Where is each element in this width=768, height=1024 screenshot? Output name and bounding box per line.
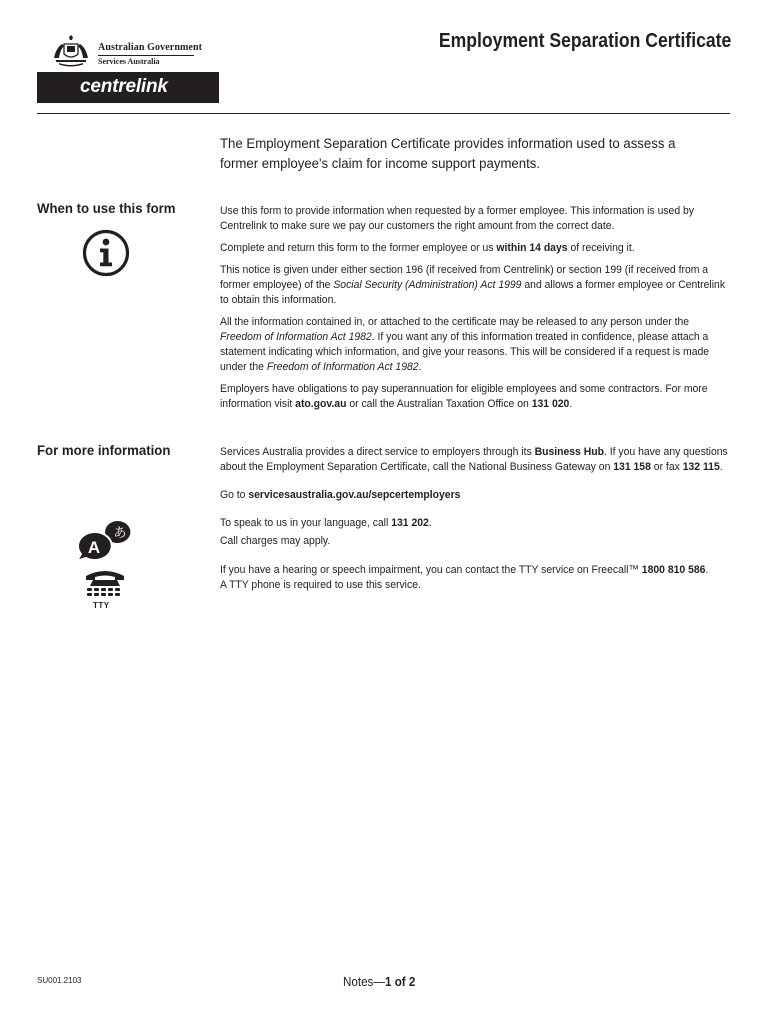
- government-divider: [98, 55, 194, 56]
- more-paragraph-6: A TTY phone is required to use this service.: [220, 579, 421, 591]
- page-number: Notes—1 of 2: [343, 975, 416, 989]
- header-divider: [37, 113, 730, 114]
- brand-logo-text: centrelink: [80, 76, 168, 97]
- intro-text: The Employment Separation Certificate provides information used to assess a former employee's claim for income support payments.: [220, 136, 676, 172]
- more-paragraph-5: If you have a hearing or speech impairment, you can contact the TTY service on Freecall™ 1800 810 586.: [220, 564, 709, 576]
- more-info-heading: For more information: [37, 443, 171, 459]
- ato-link[interactable]: ato.gov.au: [295, 398, 347, 410]
- tty-phone-icon: [82, 568, 128, 602]
- coat-of-arms-icon: [50, 34, 92, 68]
- when-paragraph-3: This notice is given under either section 196 (if received from Centrelink) or section 199 (if received from a former employee) of the Social Security (Administration) Act 1999 and allows a former employee or Centrelink to obtain this information.: [220, 264, 726, 306]
- more-paragraph-4: Call charges may apply.: [220, 535, 331, 547]
- form-code: SU001.2103: [37, 976, 82, 985]
- more-paragraph-2: Go to servicesaustralia.gov.au/sepcertemployers: [220, 489, 461, 501]
- when-to-use-body: [220, 204, 730, 419]
- when-paragraph-5: Employers have obligations to pay superannuation for eligible employees and some contractors. For more information visit ato.gov.au or call the Australian Taxation Office on 131 020.: [220, 383, 708, 410]
- agency-name: Services Australia: [98, 57, 160, 66]
- when-paragraph-4: All the information contained in, or attached to the certificate may be released to any person under the Freedom of Information Act 1982. If you want any of this information treated in confidence, please attach a statement indicating which information, and give your reasons. This will be considered if a request is made under the Freedom of Information Act 1982.: [220, 316, 710, 373]
- language-icon-letter-b: あ: [113, 526, 127, 541]
- more-paragraph-3: To speak to us in your language, call 131 202.: [220, 517, 432, 529]
- info-icon: [80, 229, 132, 277]
- when-to-use-heading: When to use this form: [37, 201, 176, 217]
- tty-label: TTY: [93, 601, 110, 610]
- more-paragraph-1: Services Australia provides a direct service to employers through its Business Hub. If you have any questions about the Employment Separation Certificate, call the National Business Gateway on 131 158 or fax 132 115.: [220, 446, 728, 473]
- language-interpreter-icon: [74, 518, 138, 562]
- when-paragraph-1: Use this form to provide information when requested by a former employee. This information is used by Centrelink to make sure we pay our customers the right amount from the correct date.: [220, 205, 695, 232]
- page-title: Employment Separation Certificate: [438, 30, 731, 52]
- when-paragraph-2: Complete and return this form to the former employee or us within 14 days of receiving it.: [220, 242, 635, 254]
- language-icon-letter-a: A: [87, 538, 101, 557]
- government-name: Australian Government: [98, 42, 203, 53]
- more-info-body: [220, 445, 730, 600]
- sepcert-link[interactable]: servicesaustralia.gov.au/sepcertemployers: [248, 489, 461, 501]
